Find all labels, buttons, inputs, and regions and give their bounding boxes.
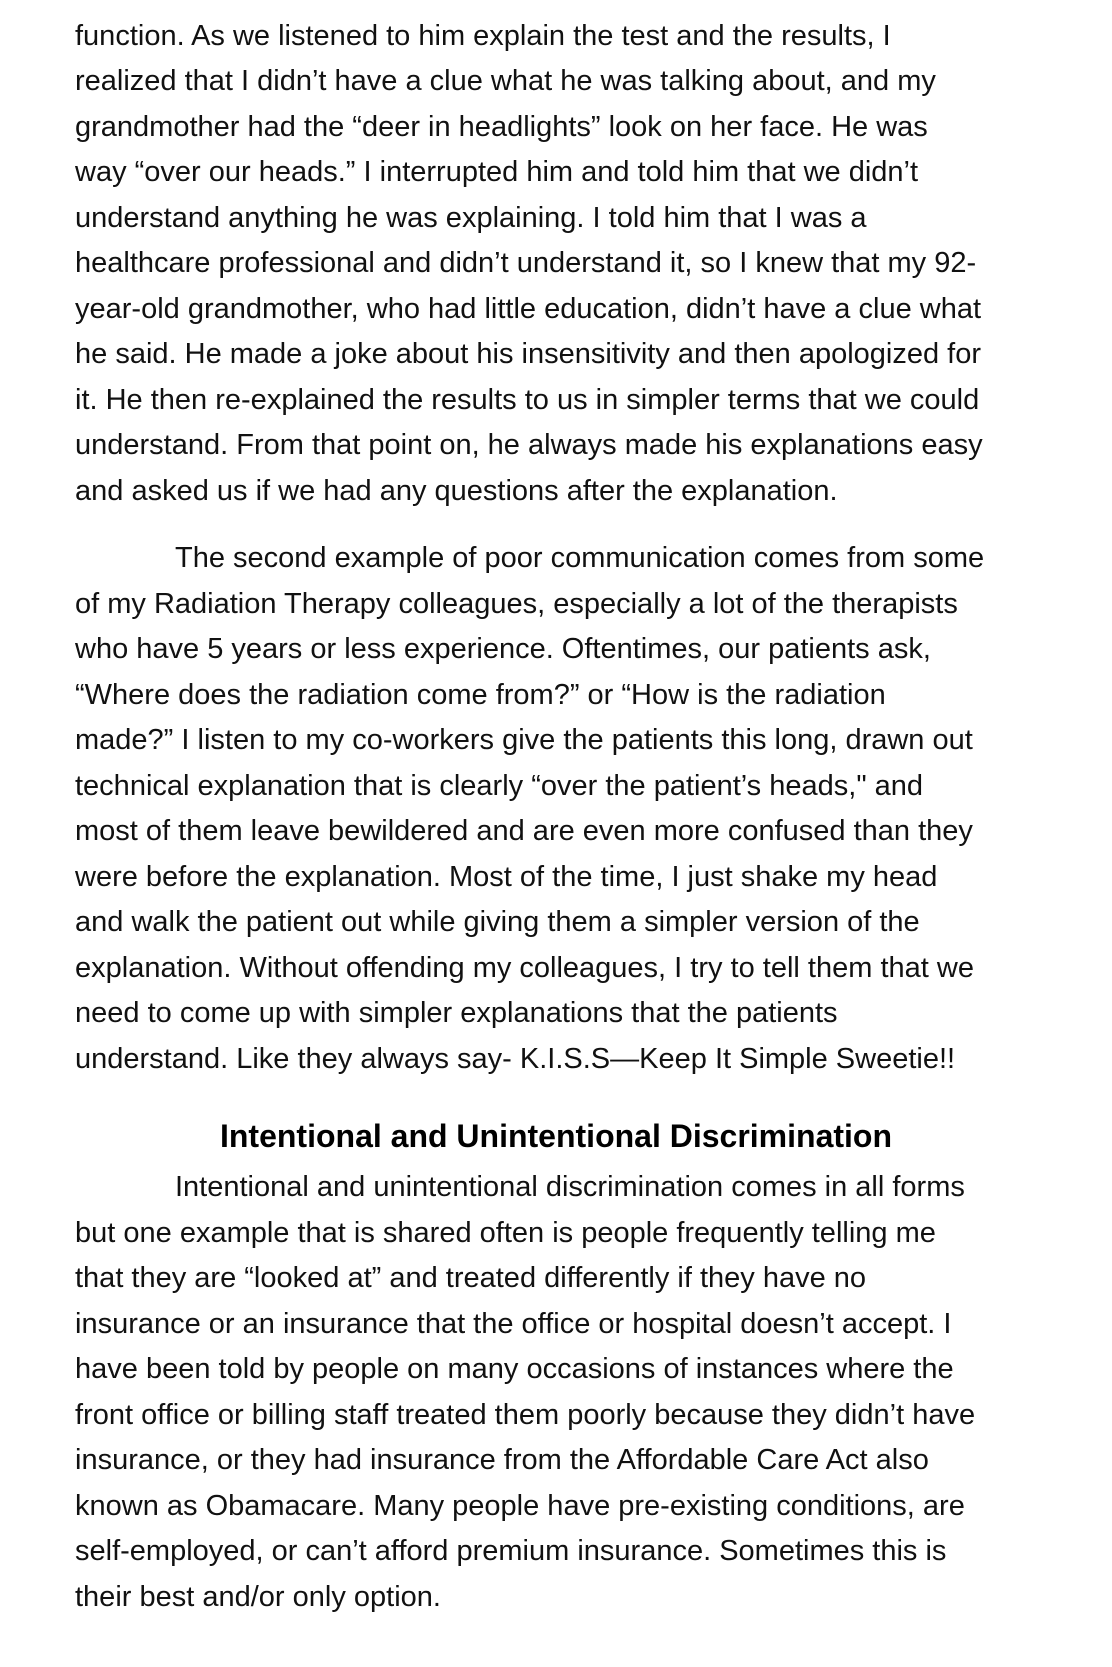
section-heading: Intentional and Unintentional Discrimination bbox=[219, 1118, 892, 1154]
text-line: function. As we listened to him explain the test and the results, I bbox=[75, 20, 891, 52]
text-line: Intentional and unintentional discrimination comes in all forms bbox=[175, 1171, 965, 1203]
text-line: of my Radiation Therapy colleagues, especially a lot of the therapists bbox=[75, 588, 958, 620]
text-line: grandmother had the “deer in headlights” look on her face. He was bbox=[75, 111, 928, 143]
text-line: that they are “looked at” and treated differently if they have no bbox=[75, 1262, 867, 1294]
text-line: have been told by people on many occasions of instances where the bbox=[75, 1353, 954, 1385]
text-line: he said. He made a joke about his insensitivity and then apologized for bbox=[75, 338, 982, 370]
text-line: were before the explanation. Most of the time, I just shake my head bbox=[75, 861, 938, 893]
text-line: insurance, or they had insurance from the Affordable Care Act also bbox=[75, 1444, 929, 1476]
text-line: but one example that is shared often is people frequently telling me bbox=[75, 1217, 936, 1249]
text-line: known as Obamacare. Many people have pre-existing conditions, are bbox=[75, 1490, 965, 1522]
text-line: healthcare professional and didn’t understand it, so I knew that my 92- bbox=[75, 247, 977, 279]
text-line: made?” I listen to my co-workers give the patients this long, drawn out bbox=[75, 724, 973, 756]
text-line: self-employed, or can’t afford premium insurance. Sometimes this is bbox=[75, 1535, 947, 1567]
text-line: understand anything he was explaining. I told him that I was a bbox=[75, 202, 867, 234]
text-line: and walk the patient out while giving them a simpler version of the bbox=[75, 906, 920, 938]
text-line: explanation. Without offending my colleagues, I try to tell them that we bbox=[75, 952, 974, 984]
text-line: who have 5 years or less experience. Oftentimes, our patients ask, bbox=[75, 633, 931, 665]
text-line: technical explanation that is clearly “over the patient’s heads," and bbox=[75, 770, 924, 802]
text-line: way “over our heads.” I interrupted him and told him that we didn’t bbox=[75, 156, 919, 188]
text-line: understand. Like they always say- K.I.S.S—Keep It Simple Sweetie!! bbox=[75, 1043, 956, 1075]
text-line: understand. From that point on, he always made his explanations easy bbox=[75, 429, 983, 461]
text-line: year-old grandmother, who had little education, didn’t have a clue what bbox=[75, 293, 982, 325]
text-line: it. He then re-explained the results to us in simpler terms that we could bbox=[75, 384, 980, 416]
text-line: The second example of poor communication comes from some bbox=[175, 542, 985, 574]
text-line: their best and/or only option. bbox=[75, 1581, 441, 1613]
text-line: most of them leave bewildered and are even more confused than they bbox=[75, 815, 973, 847]
text-line: need to come up with simpler explanations that the patients bbox=[75, 997, 838, 1029]
text-line: front office or billing staff treated them poorly because they didn’t have bbox=[75, 1399, 976, 1431]
text-line: “Where does the radiation come from?” or “How is the radiation bbox=[75, 679, 886, 711]
text-line: realized that I didn’t have a clue what he was talking about, and my bbox=[75, 65, 936, 97]
text-line: insurance or an insurance that the office or hospital doesn’t accept. I bbox=[75, 1308, 952, 1340]
text-line: and asked us if we had any questions after the explanation. bbox=[75, 475, 838, 507]
